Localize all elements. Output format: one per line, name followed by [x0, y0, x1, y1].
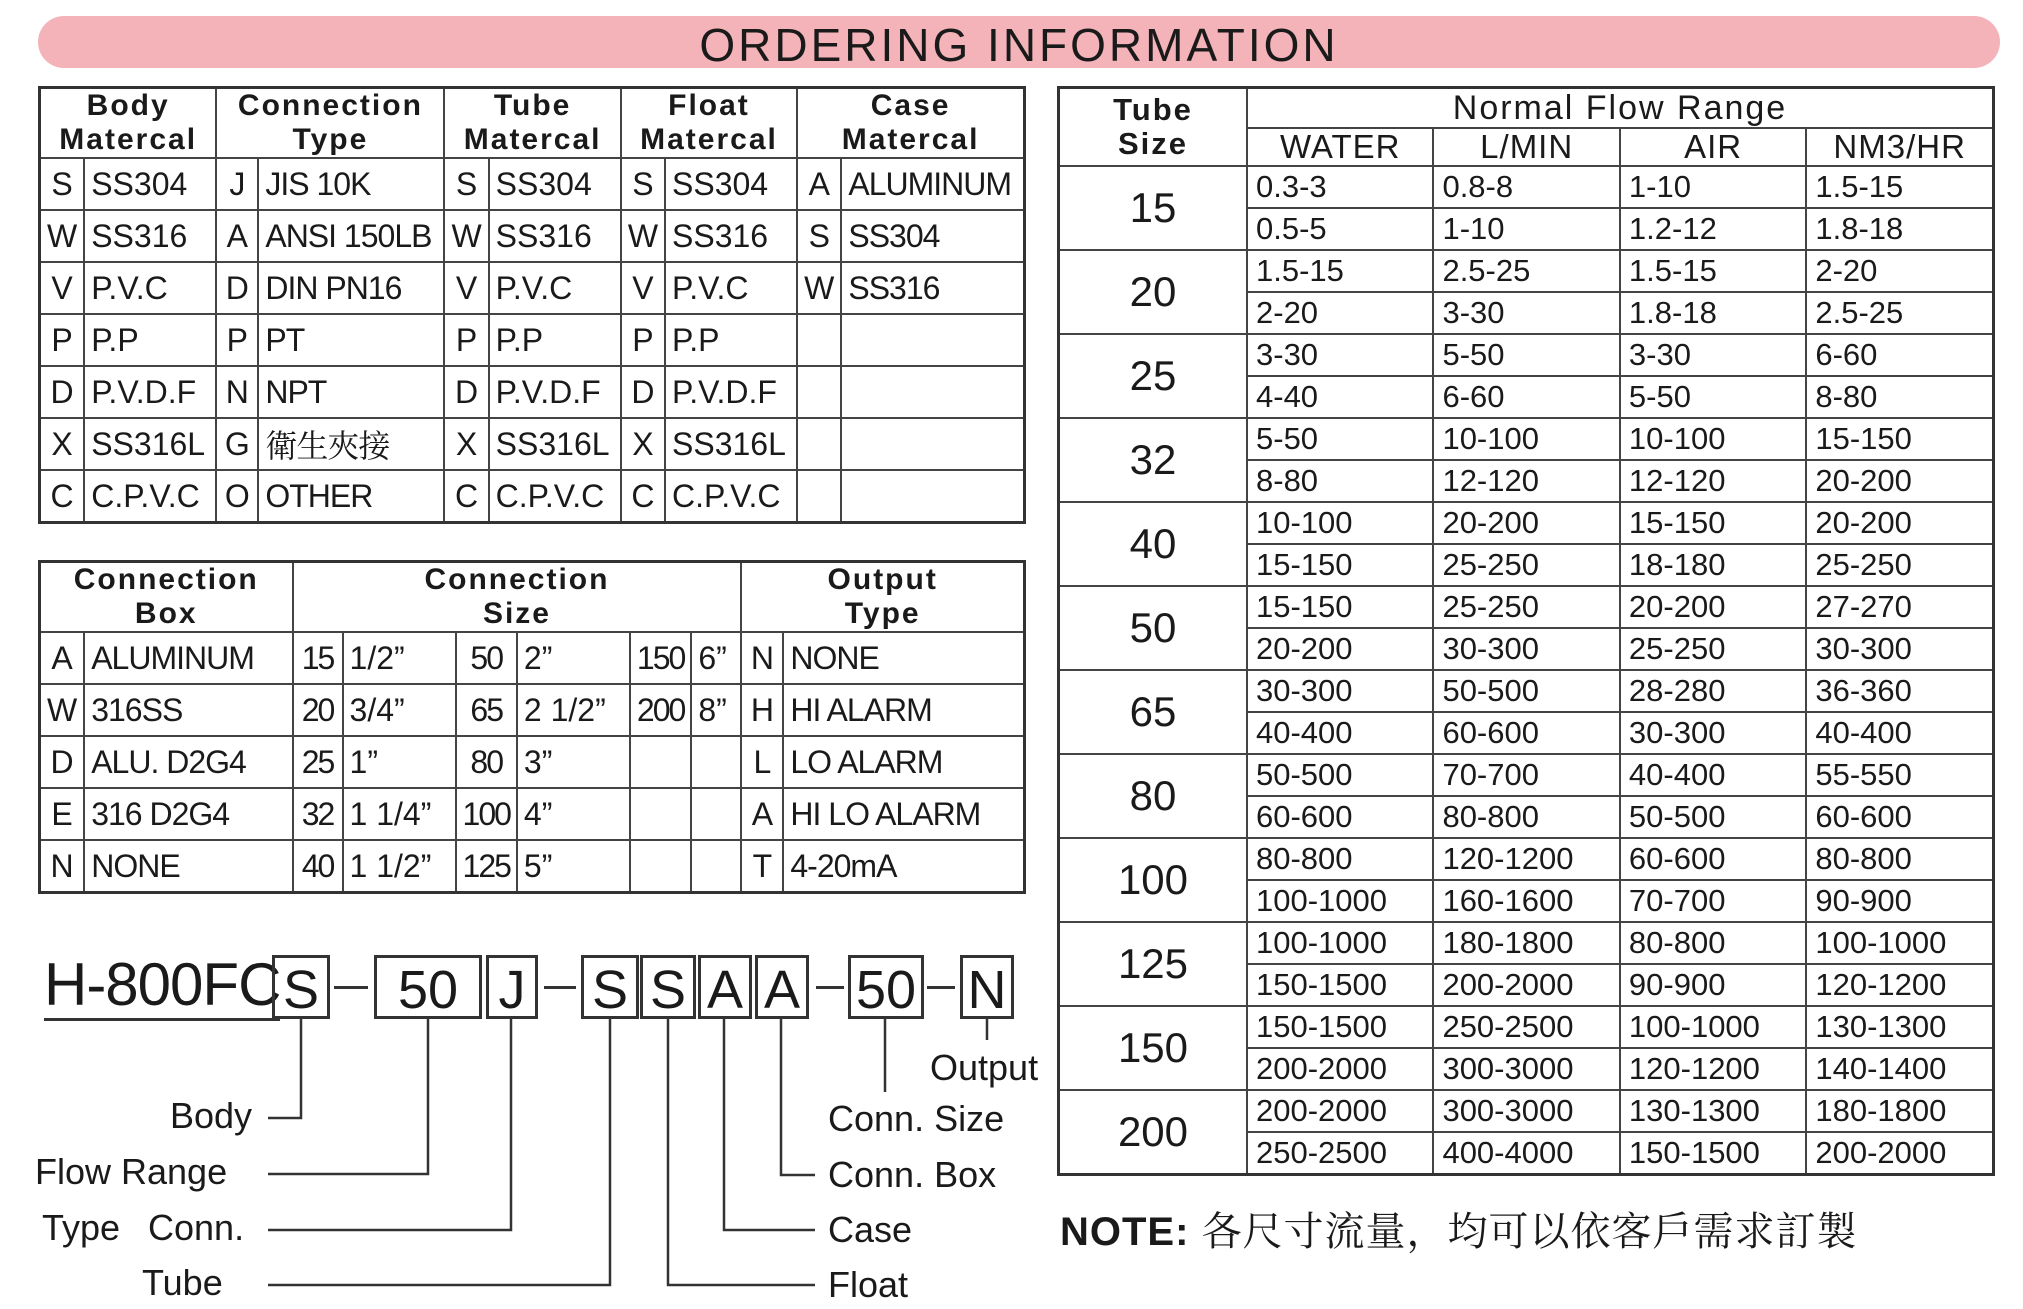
flow-value: 15-150 [1247, 586, 1433, 628]
option-value: 4” [517, 788, 630, 840]
flow-value: 15-150 [1806, 418, 1993, 460]
flow-value: 6-60 [1433, 376, 1619, 418]
option-code: 200 [630, 684, 691, 736]
flow-value: 2-20 [1247, 292, 1433, 334]
option-value: 1 1/2” [343, 840, 456, 893]
flow-value: 1.8-18 [1620, 292, 1806, 334]
code-box: A [698, 955, 752, 1019]
flow-value: 36-360 [1806, 670, 1993, 712]
option-code: E [40, 788, 85, 840]
header-line: Connection [237, 89, 423, 122]
option-code: S [621, 158, 665, 210]
flow-value: 8-80 [1806, 376, 1993, 418]
option-value: SS316 [841, 262, 1024, 314]
label-conn-box: Conn. Box [828, 1154, 997, 1195]
header-line: Type [292, 123, 369, 156]
flow-value: 12-120 [1620, 460, 1806, 502]
option-code: 125 [456, 840, 517, 893]
option-value: DIN PN16 [258, 262, 444, 314]
flow-value: 20-200 [1620, 586, 1806, 628]
flow-value: 20-200 [1806, 502, 1993, 544]
flow-value: 200-2000 [1806, 1132, 1993, 1175]
option-code: N [741, 632, 783, 684]
header-line: Tube [493, 89, 572, 122]
flow-value: 100-1000 [1247, 880, 1433, 922]
option-value: P.P [489, 314, 621, 366]
option-value: NONE [783, 632, 1024, 684]
header-line: Connection [424, 563, 610, 596]
option-value: NPT [258, 366, 444, 418]
header-line: Matercal [640, 123, 778, 156]
flow-value: 1.5-15 [1247, 250, 1433, 292]
option-code: D [216, 262, 258, 314]
note-text: 各尺寸流量，均可以依客戶需求訂製 [1201, 1210, 1858, 1254]
flow-value: 20-200 [1247, 628, 1433, 670]
flow-value: 10-100 [1433, 418, 1619, 460]
flow-value: 20-200 [1806, 460, 1993, 502]
option-value: 4-20mA [783, 840, 1024, 893]
label-output: Output [930, 1047, 1039, 1088]
normal-flow-range-header: Normal Flow Range [1247, 88, 1994, 129]
option-code: L [741, 736, 783, 788]
flow-value: 5-50 [1433, 334, 1619, 376]
flow-value: 180-1800 [1433, 922, 1619, 964]
option-code: W [40, 210, 85, 262]
code-box: 50 [374, 955, 482, 1019]
option-code: V [444, 262, 488, 314]
option-value: C.P.V.C [489, 470, 621, 523]
option-code: D [444, 366, 488, 418]
flow-value: 1.5-15 [1620, 250, 1806, 292]
option-value: P.P [84, 314, 216, 366]
option-code: W [444, 210, 488, 262]
flow-value: 55-550 [1806, 754, 1993, 796]
option-value: SS304 [841, 210, 1024, 262]
flow-value: 100-1000 [1806, 922, 1993, 964]
option-value: P.V.D.F [84, 366, 216, 418]
tube-size-cell: 100 [1059, 838, 1248, 922]
flow-value: 50-500 [1433, 670, 1619, 712]
flow-value: 300-3000 [1433, 1048, 1619, 1090]
flow-value: 180-1800 [1806, 1090, 1993, 1132]
option-code: D [40, 736, 85, 788]
flow-value: 300-3000 [1433, 1090, 1619, 1132]
option-code: D [621, 366, 665, 418]
flow-value: 90-900 [1806, 880, 1993, 922]
flow-value: 150-1500 [1247, 964, 1433, 1006]
flow-value: 120-1200 [1620, 1048, 1806, 1090]
flow-value: 120-1200 [1806, 964, 1993, 1006]
option-code: G [216, 418, 258, 470]
option-value: 316SS [84, 684, 292, 736]
option-value: JIS 10K [258, 158, 444, 210]
header-line: Matercal [59, 123, 198, 156]
flow-value: 130-1300 [1620, 1090, 1806, 1132]
label-flow-range: Flow Range [35, 1151, 228, 1192]
flow-value: 3-30 [1433, 292, 1619, 334]
code-box: S [640, 955, 696, 1019]
flow-value: 120-1200 [1433, 838, 1619, 880]
flow-value: 40-400 [1620, 754, 1806, 796]
flow-col-header: NM3/HR [1806, 128, 1993, 166]
header-line: Box [134, 597, 198, 630]
flow-value: 50-500 [1247, 754, 1433, 796]
label-conn-size: Conn. Size [828, 1098, 1005, 1139]
option-code: S [444, 158, 488, 210]
option-code: 100 [456, 788, 517, 840]
header-line: Size [1117, 126, 1189, 161]
option-code: A [40, 632, 85, 684]
option-value: SS304 [489, 158, 621, 210]
flow-value: 30-300 [1247, 670, 1433, 712]
flow-value: 60-600 [1620, 838, 1806, 880]
option-code: X [621, 418, 665, 470]
flow-value: 25-250 [1433, 544, 1619, 586]
leader-body [268, 1019, 301, 1118]
flow-value: 200-2000 [1247, 1048, 1433, 1090]
model-prefix: H-800FC [44, 952, 280, 1021]
flow-value: 4-40 [1247, 376, 1433, 418]
option-code: S [797, 210, 841, 262]
tube-size-cell: 150 [1059, 1006, 1248, 1090]
note [1060, 1200, 1858, 1257]
flow-value: 160-1600 [1433, 880, 1619, 922]
option-value: SS316L [84, 418, 216, 470]
flow-value: 130-1300 [1806, 1006, 1993, 1048]
option-value: P.V.C [84, 262, 216, 314]
flow-value: 250-2500 [1247, 1132, 1433, 1175]
label-conn: Conn. [148, 1207, 245, 1248]
option-code: 25 [293, 736, 343, 788]
option-code: X [444, 418, 488, 470]
option-value: NONE [84, 840, 292, 893]
option-code: T [741, 840, 783, 893]
flow-value: 15-150 [1620, 502, 1806, 544]
option-value: OTHER [258, 470, 444, 523]
flow-value: 200-2000 [1247, 1090, 1433, 1132]
header-line: Body [86, 89, 170, 122]
tube-size-cell: 50 [1059, 586, 1248, 670]
option-code: W [40, 684, 85, 736]
code-box: 50 [848, 955, 924, 1019]
flow-value: 2.5-25 [1806, 292, 1993, 334]
tube-size-cell: 20 [1059, 250, 1248, 334]
flow-value: 25-250 [1806, 544, 1993, 586]
option-value: 3/4” [343, 684, 456, 736]
flow-value: 80-800 [1433, 796, 1619, 838]
flow-value: 28-280 [1620, 670, 1806, 712]
leader-tube [268, 1019, 610, 1285]
option-code: C [444, 470, 488, 523]
flow-value: 400-4000 [1433, 1132, 1619, 1175]
flow-value: 40-400 [1806, 712, 1993, 754]
option-code: A [741, 788, 783, 840]
option-code: A [797, 158, 841, 210]
flow-value: 20-200 [1433, 502, 1619, 544]
ordering-information-banner: ORDERING INFORMATION [38, 16, 2000, 68]
option-value: P.V.D.F [665, 366, 797, 418]
flow-value: 1-10 [1620, 166, 1806, 208]
flow-value: 100-1000 [1620, 1006, 1806, 1048]
option-value: PT [258, 314, 444, 366]
flow-value: 10-100 [1620, 418, 1806, 460]
option-code: D [40, 366, 85, 418]
flow-value: 6-60 [1806, 334, 1993, 376]
option-value: P.V.D.F [489, 366, 621, 418]
tube-size-cell: 80 [1059, 754, 1248, 838]
tube-size-cell: 32 [1059, 418, 1248, 502]
leader-conn-box [781, 1019, 815, 1175]
option-code: 20 [293, 684, 343, 736]
flow-value: 80-800 [1620, 922, 1806, 964]
flow-value: 5-50 [1247, 418, 1433, 460]
label-tube: Tube [142, 1262, 223, 1303]
option-code: P [40, 314, 85, 366]
option-code: 150 [630, 632, 691, 684]
option-code: C [40, 470, 85, 523]
option-value: 5” [517, 840, 630, 893]
label-type: Type [42, 1207, 121, 1248]
flow-value: 1.8-18 [1806, 208, 1993, 250]
leader-conn-type [268, 1019, 511, 1230]
option-code: S [40, 158, 85, 210]
option-value: ANSI 150LB [258, 210, 444, 262]
flow-value: 18-180 [1620, 544, 1806, 586]
flow-value: 1.5-15 [1806, 166, 1993, 208]
option-code: X [40, 418, 85, 470]
flow-value: 50-500 [1620, 796, 1806, 838]
flow-value: 80-800 [1247, 838, 1433, 880]
option-value: ALUMINUM [84, 632, 292, 684]
option-code: C [621, 470, 665, 523]
option-code: O [216, 470, 258, 523]
flow-value: 1.2-12 [1620, 208, 1806, 250]
option-value: 3” [517, 736, 630, 788]
option-value: 2” [517, 632, 630, 684]
flow-value: 140-1400 [1806, 1048, 1993, 1090]
flow-value: 0.3-3 [1247, 166, 1433, 208]
header-line: Float [668, 89, 750, 122]
option-code: 50 [456, 632, 517, 684]
option-value: SS316L [665, 418, 797, 470]
tube-size-cell: 40 [1059, 502, 1248, 586]
flow-value: 200-2000 [1433, 964, 1619, 1006]
tube-size-cell: 200 [1059, 1090, 1248, 1175]
tube-size-cell: 15 [1059, 166, 1248, 250]
option-value: LO ALARM [783, 736, 1024, 788]
flow-value: 0.5-5 [1247, 208, 1433, 250]
flow-value: 15-150 [1247, 544, 1433, 586]
code-box: S [272, 955, 330, 1019]
option-value: SS304 [84, 158, 216, 210]
flow-value: 30-300 [1806, 628, 1993, 670]
header-line: Output [827, 563, 938, 596]
flow-value: 12-120 [1433, 460, 1619, 502]
option-code: A [216, 210, 258, 262]
flow-value: 10-100 [1247, 502, 1433, 544]
option-value: SS316L [489, 418, 621, 470]
option-value: 316 D2G4 [84, 788, 292, 840]
flow-value: 80-800 [1806, 838, 1993, 880]
label-case: Case [828, 1209, 913, 1250]
option-code: V [621, 262, 665, 314]
option-value: HI LO ALARM [783, 788, 1024, 840]
option-value: SS316 [665, 210, 797, 262]
option-value: 衛生夾接 [258, 418, 444, 470]
option-value: P.P [665, 314, 797, 366]
option-value: P.V.C [489, 262, 621, 314]
option-value: SS316 [489, 210, 621, 262]
header-line: Size [482, 597, 551, 630]
flow-value: 3-30 [1247, 334, 1433, 376]
flow-value: 40-400 [1247, 712, 1433, 754]
tube-size-cell: 65 [1059, 670, 1248, 754]
flow-value: 8-80 [1247, 460, 1433, 502]
option-value: 6” [691, 632, 741, 684]
option-value: ALUMINUM [841, 158, 1024, 210]
option-value: HI ALARM [783, 684, 1024, 736]
code-box: A [755, 955, 809, 1019]
flow-value: 3-30 [1620, 334, 1806, 376]
flow-value: 90-900 [1620, 964, 1806, 1006]
option-code: P [444, 314, 488, 366]
flow-value: 30-300 [1620, 712, 1806, 754]
flow-value: 60-600 [1247, 796, 1433, 838]
flow-value: 100-1000 [1247, 922, 1433, 964]
code-box: J [486, 955, 538, 1019]
header-line: Connection [73, 563, 259, 596]
flow-value: 60-600 [1433, 712, 1619, 754]
flow-value: 1-10 [1433, 208, 1619, 250]
option-value: 1/2” [343, 632, 456, 684]
leader-float [668, 1019, 815, 1285]
header-line: Matercal [841, 123, 980, 156]
flow-value: 70-700 [1433, 754, 1619, 796]
header-line: Type [844, 597, 921, 630]
flow-value: 150-1500 [1247, 1006, 1433, 1048]
option-value: 2 1/2” [517, 684, 630, 736]
flow-col-header: AIR [1620, 128, 1806, 166]
flow-value: 2.5-25 [1433, 250, 1619, 292]
label-body: Body [170, 1095, 253, 1136]
option-code: J [216, 158, 258, 210]
option-value: ALU. D2G4 [84, 736, 292, 788]
option-code: 80 [456, 736, 517, 788]
option-value: P.V.C [665, 262, 797, 314]
option-code: W [797, 262, 841, 314]
flow-value: 70-700 [1620, 880, 1806, 922]
option-value: SS304 [665, 158, 797, 210]
option-code: P [621, 314, 665, 366]
option-code: V [40, 262, 85, 314]
flow-value: 30-300 [1433, 628, 1619, 670]
code-box: N [960, 955, 1014, 1019]
option-code: N [216, 366, 258, 418]
flow-value: 27-270 [1806, 586, 1993, 628]
note-label: NOTE: [1060, 1210, 1190, 1254]
flow-value: 150-1500 [1620, 1132, 1806, 1175]
option-code: N [40, 840, 85, 893]
option-value: 1 1/4” [343, 788, 456, 840]
option-code: H [741, 684, 783, 736]
option-code: 65 [456, 684, 517, 736]
flow-value: 25-250 [1620, 628, 1806, 670]
option-value: 8” [691, 684, 741, 736]
flow-value: 5-50 [1620, 376, 1806, 418]
option-code: W [621, 210, 665, 262]
header-line: Tube [1113, 92, 1193, 127]
flow-col-header: L/MIN [1433, 128, 1619, 166]
flow-value: 60-600 [1806, 796, 1993, 838]
flow-col-header: WATER [1247, 128, 1433, 166]
flow-value: 250-2500 [1433, 1006, 1619, 1048]
option-value: 1” [343, 736, 456, 788]
option-value: SS316 [84, 210, 216, 262]
tube-size-cell: 25 [1059, 334, 1248, 418]
flow-value: 0.8-8 [1433, 166, 1619, 208]
flow-value: 2-20 [1806, 250, 1993, 292]
option-value: C.P.V.C [665, 470, 797, 523]
option-code: 15 [293, 632, 343, 684]
tube-size-cell: 125 [1059, 922, 1248, 1006]
header-line: Matercal [463, 123, 602, 156]
option-code: 40 [293, 840, 343, 893]
option-code: 32 [293, 788, 343, 840]
option-code: P [216, 314, 258, 366]
label-float: Float [828, 1264, 909, 1305]
flow-value: 25-250 [1433, 586, 1619, 628]
header-line: Case [870, 89, 951, 122]
code-box: S [581, 955, 639, 1019]
leader-flow-range [268, 1019, 428, 1174]
option-value: C.P.V.C [84, 470, 216, 523]
leader-case [724, 1019, 815, 1230]
